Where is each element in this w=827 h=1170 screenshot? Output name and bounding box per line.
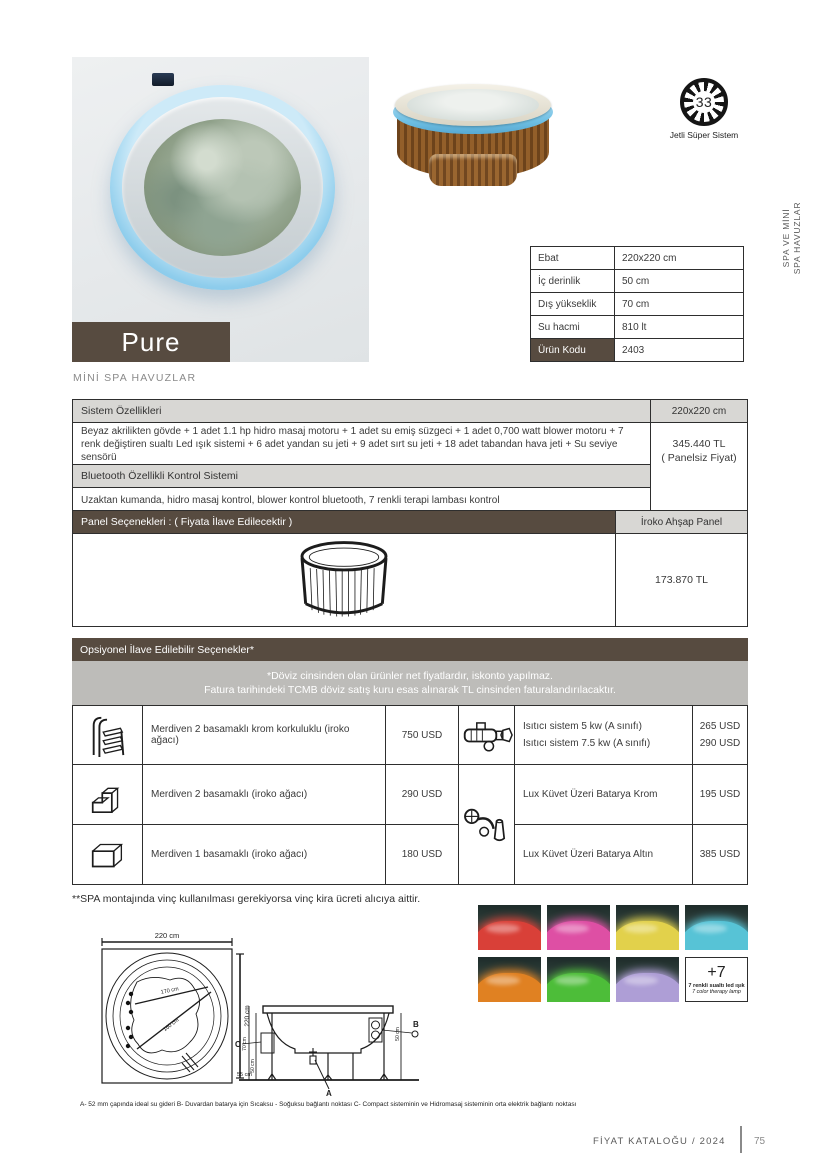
heater-prices bbox=[693, 705, 748, 765]
jet-count: 33 bbox=[693, 91, 715, 113]
spec-label: İç derinlik bbox=[531, 270, 615, 293]
system-price-note: ( Panelsiz Fiyat) bbox=[661, 452, 737, 464]
plan-drawing bbox=[82, 930, 252, 1098]
panel-type: İroko Ahşap Panel bbox=[616, 511, 747, 533]
crane-footnote: **SPA montajında vinç kullanılması gerekiyorsa vinç kira ücreti alıcıya aittir. bbox=[72, 893, 421, 905]
spec-label: Su hacmi bbox=[531, 316, 615, 339]
spa-water bbox=[144, 119, 301, 256]
color-swatch-cyan bbox=[685, 905, 748, 950]
step-one-icon bbox=[72, 825, 143, 885]
option-price: 290 USD bbox=[386, 765, 459, 825]
options-notice-line1: *Döviz cinsinden olan ürünler net fiyatlardır, iskonto yapılmaz. bbox=[267, 670, 553, 682]
product-photo-top-view bbox=[72, 57, 369, 362]
side-label-line2: SPA HAVUZLAR bbox=[792, 201, 802, 275]
ladder-chrome-icon bbox=[72, 705, 143, 765]
option-label: Isıtıcı sistem 5 kw (A sınıfı) bbox=[523, 721, 642, 732]
option-label: Merdiven 2 basamaklı krom korkuluklu (iroko ağacı) bbox=[143, 705, 386, 765]
system-features-table bbox=[72, 399, 748, 514]
spec-label-product-code: Ürün Kodu bbox=[531, 339, 615, 362]
options-notice-line2: Fatura tarihindeki TCMB döviz satış kuru esas alınarak TL cinsinden faturalandırılacaktır. bbox=[204, 684, 616, 696]
more-colors-box bbox=[685, 957, 748, 1002]
svg-text:220 cm: 220 cm bbox=[244, 1005, 251, 1027]
spec-value: 50 cm bbox=[615, 270, 744, 293]
svg-text:160 cm: 160 cm bbox=[162, 1017, 181, 1034]
option-label: Merdiven 1 basamaklı (iroko ağacı) bbox=[143, 825, 386, 885]
option-label: Isıtıcı sistem 7.5 kw (A sınıfı) bbox=[523, 738, 651, 749]
color-swatch-purple bbox=[616, 957, 679, 1002]
svg-text:50 cm: 50 cm bbox=[250, 1059, 256, 1073]
drawing-caption: A- 52 mm çapında ideal su gideri B- Duvardan batarya için Sıcaksu - Soğuksu bağlantı noktası C- Compact sisteminin ve Hidromasaj sisteminin orta elektrik bağlantı noktası bbox=[80, 1101, 577, 1108]
spa-control-box bbox=[152, 73, 174, 86]
step-two-icon bbox=[72, 765, 143, 825]
product-name: Pure bbox=[121, 326, 181, 357]
table-row bbox=[531, 270, 744, 293]
color-swatch-pink bbox=[547, 905, 610, 950]
footer-divider bbox=[740, 1126, 742, 1153]
option-price: 385 USD bbox=[693, 825, 748, 885]
led-color-swatches bbox=[478, 905, 748, 1002]
spec-value: 810 lt bbox=[615, 316, 744, 339]
jet-badge bbox=[664, 78, 744, 140]
spec-value: 220x220 cm bbox=[615, 247, 744, 270]
spa-blue-ring bbox=[110, 85, 335, 290]
option-price: 195 USD bbox=[693, 765, 748, 825]
jet-wheel-icon bbox=[680, 78, 728, 126]
system-description: Beyaz akrilikten gövde + 1 adet 1.1 hp hidro masaj motoru + 1 adet su emiş süzgeci + 1 adet 0,700 watt blower motoru + 7 renk değiştiren sualtı Led ışık sistemi + 6 adet yandan su jeti + 9 adet sırt su jeti + 18 adet tabandan hava jeti + Su seviye sensörü bbox=[73, 423, 650, 465]
heater-labels bbox=[515, 705, 693, 765]
option-label: Merdiven 2 basamaklı (iroko ağacı) bbox=[143, 765, 386, 825]
svg-text:70 cm: 70 cm bbox=[242, 1037, 248, 1051]
spec-label: Dış yükseklik bbox=[531, 293, 615, 316]
color-swatch-green bbox=[547, 957, 610, 1002]
specs-table bbox=[530, 246, 744, 362]
option-price: 180 USD bbox=[386, 825, 459, 885]
option-price: 290 USD bbox=[699, 738, 741, 749]
svg-text:A: A bbox=[326, 1089, 332, 1098]
svg-text:220 cm: 220 cm bbox=[154, 931, 180, 940]
more-colors-line1: 7 renkli sualtı led ışık bbox=[688, 982, 745, 989]
elevation-drawing bbox=[233, 986, 425, 1098]
bluetooth-description: Uzaktan kumanda, hidro masaj kontrol, blower kontrol bluetooth, 7 renkli terapi lambası kontrol bbox=[81, 495, 500, 506]
svg-text:170 cm: 170 cm bbox=[160, 986, 180, 996]
heater-icon bbox=[459, 705, 515, 765]
svg-text:B: B bbox=[413, 1020, 419, 1029]
more-colors-count: +7 bbox=[707, 963, 726, 981]
product-title-bar bbox=[72, 322, 230, 362]
option-price: 265 USD bbox=[699, 721, 741, 732]
spec-value: 2403 bbox=[615, 339, 744, 362]
option-label: Lux Küvet Üzeri Batarya Krom bbox=[515, 765, 693, 825]
product-category: MİNİ SPA HAVUZLAR bbox=[73, 372, 197, 384]
bluetooth-header: Bluetooth Özellikli Kontrol Sistemi bbox=[73, 465, 650, 488]
spec-value: 70 cm bbox=[615, 293, 744, 316]
table-row bbox=[531, 316, 744, 339]
system-price-cell bbox=[651, 423, 747, 513]
table-row bbox=[531, 339, 744, 362]
system-price: 345.440 TL bbox=[672, 438, 726, 450]
color-swatch-yellow bbox=[616, 905, 679, 950]
jet-badge-label: Jetli Süper Sistem bbox=[669, 130, 739, 140]
wood-panel-cylinder-icon bbox=[292, 538, 396, 622]
panel-drawing-cell bbox=[73, 534, 616, 626]
product-photo-side-view bbox=[385, 62, 560, 190]
wood-step bbox=[429, 154, 517, 186]
color-swatch-orange bbox=[478, 957, 541, 1002]
panel-price: 173.870 TL bbox=[655, 574, 708, 586]
options-table bbox=[72, 705, 748, 885]
spa-rim bbox=[122, 97, 323, 278]
svg-text:C: C bbox=[235, 1040, 241, 1049]
table-row bbox=[531, 247, 744, 270]
more-colors-line2: 7 color therapy lamp bbox=[692, 988, 741, 995]
option-label: Lux Küvet Üzeri Batarya Altın bbox=[515, 825, 693, 885]
system-header: Sistem Özellikleri bbox=[73, 400, 650, 423]
panel-options-table bbox=[72, 510, 748, 627]
spec-label: Ebat bbox=[531, 247, 615, 270]
water-surface bbox=[407, 89, 539, 121]
system-size: 220x220 cm bbox=[651, 400, 747, 423]
side-label-line1: SPA VE MİNİ bbox=[781, 208, 791, 268]
option-price: 750 USD bbox=[386, 705, 459, 765]
panel-header: Panel Seçenekleri : ( Fiyata İlave Edilecektir ) bbox=[73, 511, 616, 533]
options-notice bbox=[72, 661, 748, 705]
faucet-icon bbox=[459, 765, 515, 885]
side-section-label bbox=[781, 178, 805, 298]
footer-catalog-label: FİYAT KATALOĞU / 2024 bbox=[593, 1136, 726, 1147]
color-swatch-red bbox=[478, 905, 541, 950]
options-header: Opsiyonel İlave Edilebilir Seçenekler* bbox=[72, 638, 748, 661]
svg-text:50 cm: 50 cm bbox=[395, 1027, 401, 1041]
svg-text:55 cm: 55 cm bbox=[237, 1072, 252, 1078]
footer-page-number: 75 bbox=[754, 1136, 766, 1147]
table-row bbox=[531, 293, 744, 316]
